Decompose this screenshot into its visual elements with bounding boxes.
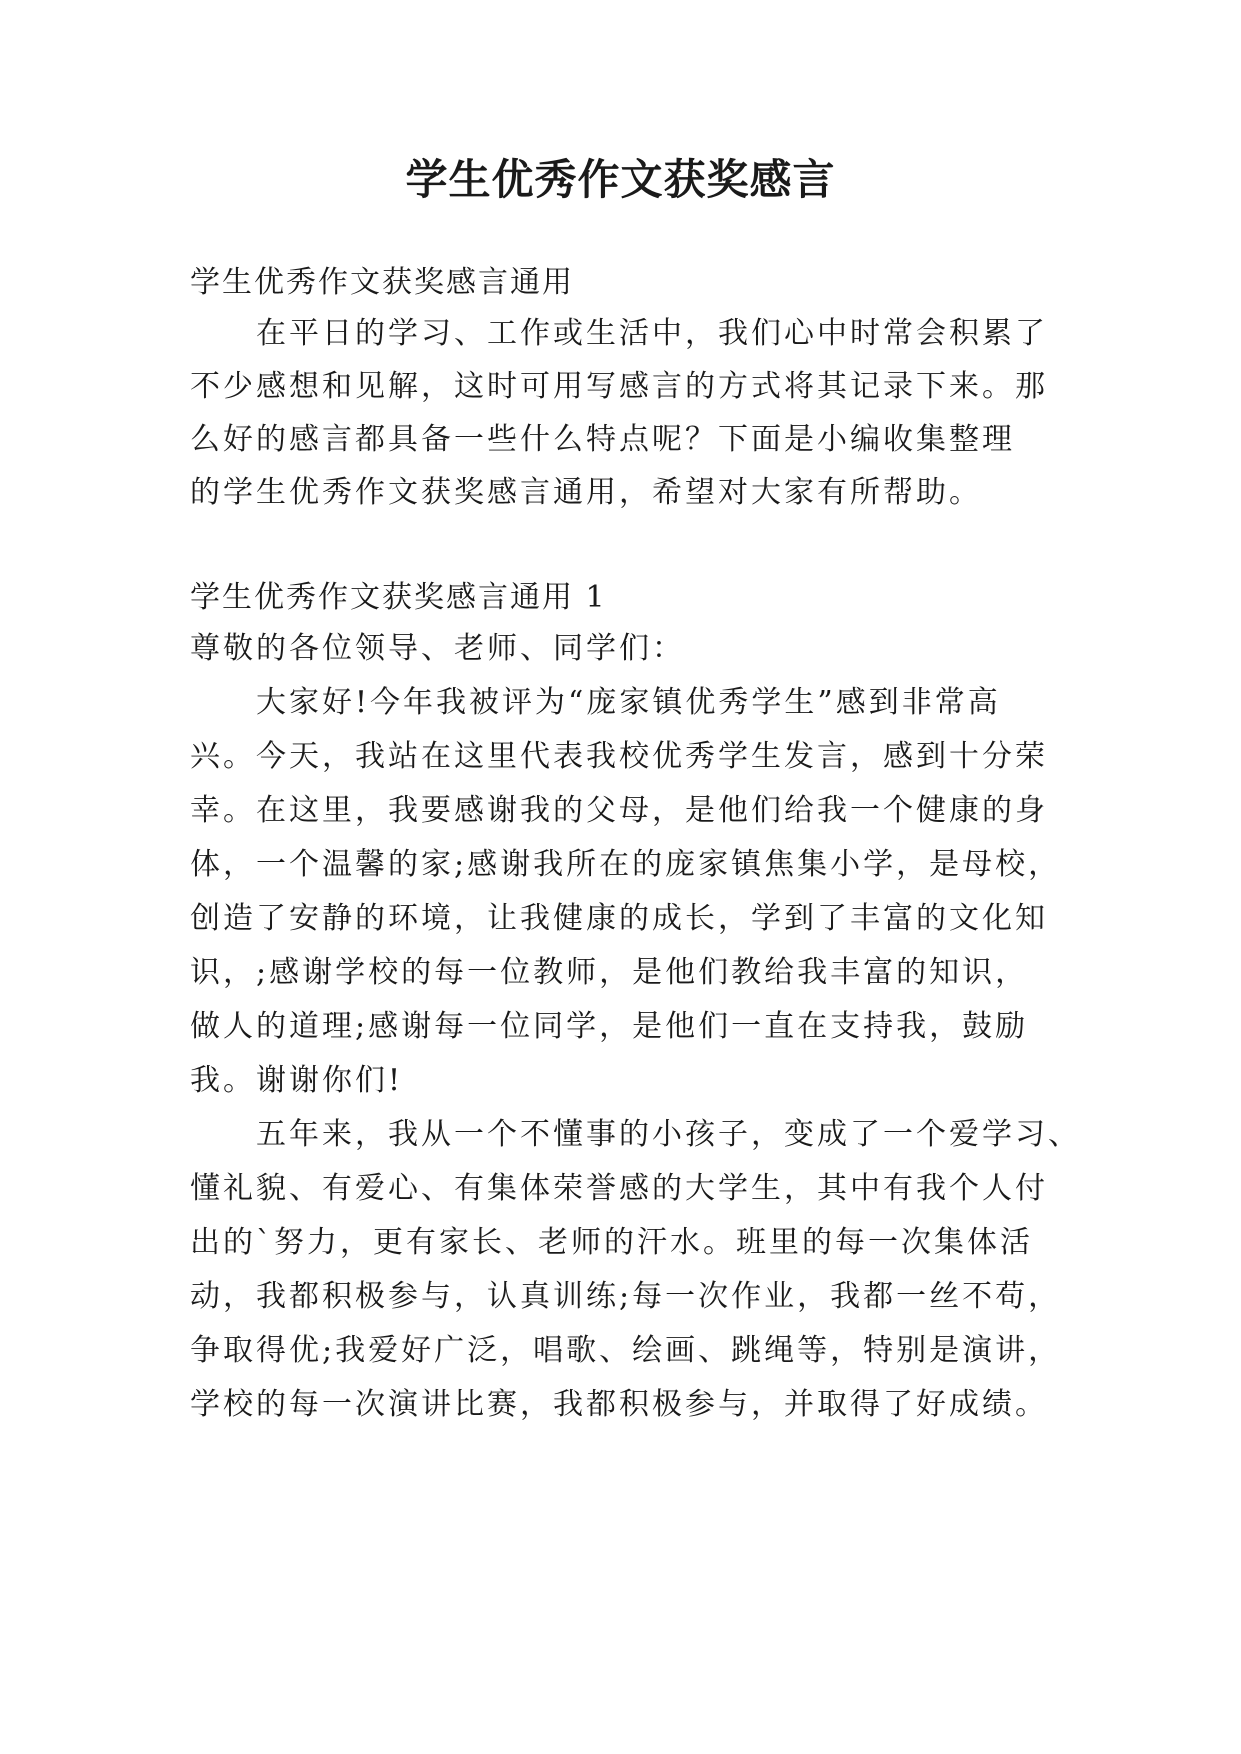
body-line-5: 创造了安静的环境，让我健康的成长，学到了丰富的文化知 xyxy=(190,901,1048,936)
body-line-2: 兴。今天，我站在这里代表我校优秀学生发言，感到十分荣 xyxy=(190,739,1048,774)
body-line-14: 学校的每一次演讲比赛，我都积极参与，并取得了好成绩。 xyxy=(190,1387,1048,1422)
body-line-12: 动，我都积极参与，认真训练;每一次作业，我都一丝不苟， xyxy=(190,1279,1062,1314)
intro-line-2: 不少感想和见解，这时可用写感言的方式将其记录下来。那 xyxy=(190,369,1048,404)
body-line-7: 做人的道理;感谢每一位同学，是他们一直在支持我，鼓励 xyxy=(190,1009,1029,1044)
document-title: 学生优秀作文获奖感言 xyxy=(405,155,836,204)
body-line-9: 五年来，我从一个不懂事的小孩子，变成了一个爱学习、 xyxy=(256,1117,1081,1152)
body-line-11: 出的`努力，更有家长、老师的汗水。班里的每一次集体活 xyxy=(190,1225,1033,1260)
section-heading-general: 学生优秀作文获奖感言通用 xyxy=(190,265,574,300)
intro-line-1: 在平日的学习、工作或生活中，我们心中时常会积累了 xyxy=(256,316,1048,351)
body-line-4: 体，一个温馨的家;感谢我所在的庞家镇焦集小学，是母校， xyxy=(190,847,1062,882)
body-line-8: 我。谢谢你们! xyxy=(190,1063,404,1098)
body-line-10: 懂礼貌、有爱心、有集体荣誉感的大学生，其中有我个人付 xyxy=(190,1171,1048,1206)
body-line-1: 大家好!今年我被评为“庞家镇优秀学生”感到非常高 xyxy=(256,685,1001,720)
body-line-6: 识，;感谢学校的每一位教师，是他们教给我丰富的知识， xyxy=(190,955,1029,990)
body-line-13: 争取得优;我爱好广泛，唱歌、绘画、跳绳等，特别是演讲， xyxy=(190,1333,1062,1368)
section-heading-1: 学生优秀作文获奖感言通用 1 xyxy=(190,580,607,615)
intro-line-3: 么好的感言都具备一些什么特点呢？下面是小编收集整理 xyxy=(190,422,1015,457)
salutation: 尊敬的各位领导、老师、同学们： xyxy=(190,631,685,666)
intro-line-4: 的学生优秀作文获奖感言通用，希望对大家有所帮助。 xyxy=(190,475,982,510)
body-line-3: 幸。在这里，我要感谢我的父母，是他们给我一个健康的身 xyxy=(190,793,1048,828)
